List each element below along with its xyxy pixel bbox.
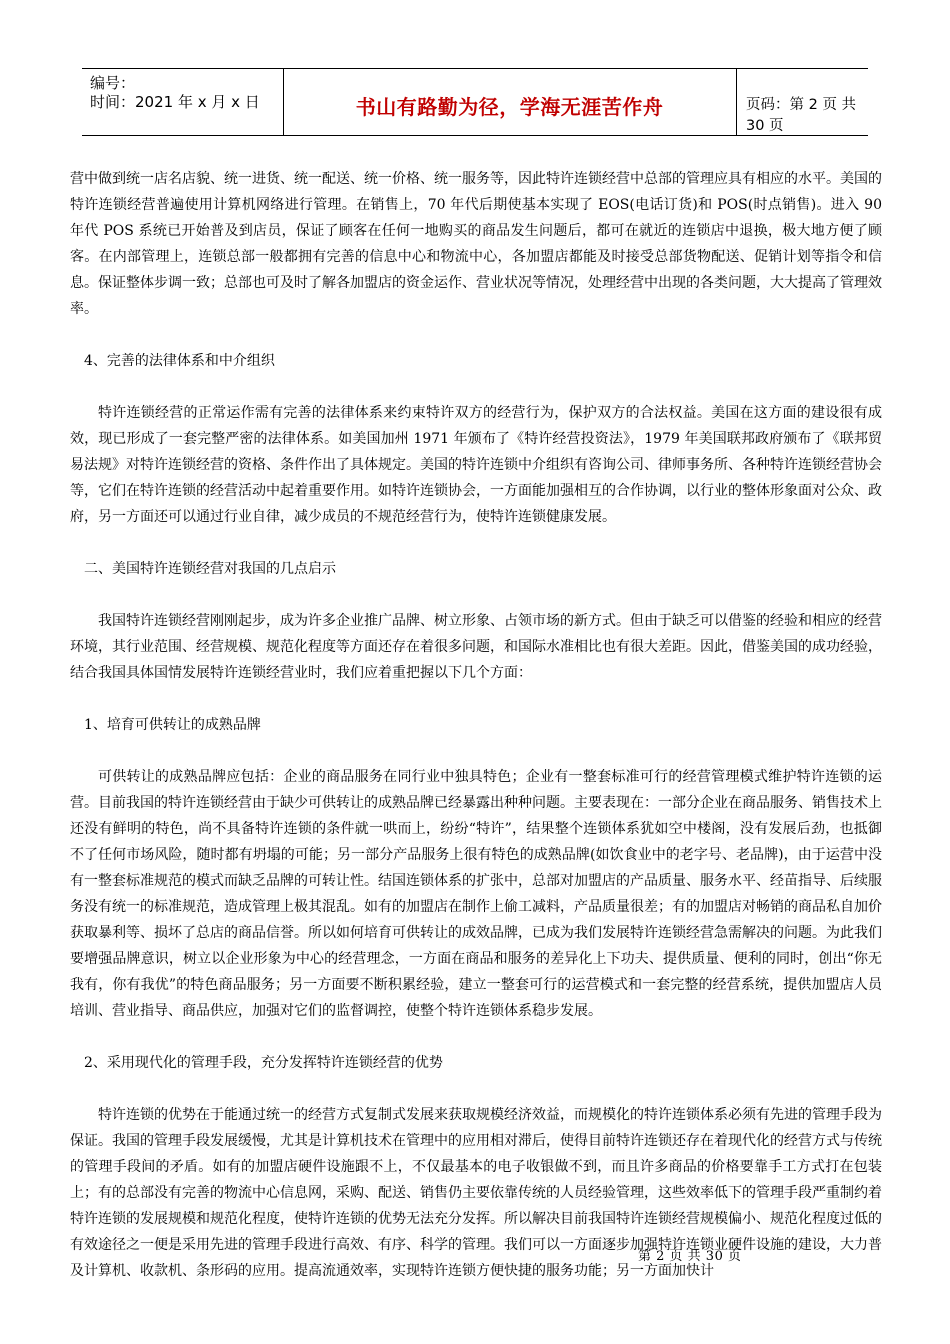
header-motto: 书山有路勤为径，学海无涯苦作舟: [355, 95, 664, 119]
document-body: [70, 166, 882, 1284]
header-page-cell: [736, 69, 868, 135]
page-footer-number: 第 2 页 共 30 页: [638, 1249, 742, 1264]
section-heading: 2、采用现代化的管理手段，充分发挥特许连锁经营的优势: [84, 1055, 443, 1071]
header-left-cell: [82, 69, 284, 135]
body-paragraph: 可供转让的成熟品牌应包括：企业的商品服务在同行业中独具特色；企业有一整套标准可行的经营管理模式维护特许连锁的运营。目前我国的特许连锁经营由于缺少可供转让的成熟品牌已经暴露出种种问题。主要表现在：一部分企业在商品服务、销售技术上还没有鲜明的特色，尚不具备特许连锁的条件就一哄而上，纷纷“特许”，结果整个连锁体系犹如空中楼阁，没有发展后劲，也抵御不了任何市场风险，随时都有坍塌的可能；另一部分产品服务上很有特色的成熟品牌(如饮食业中的老字号、老品牌)，由于运营中没有一整套标准规范的模式而缺乏品牌的可转让性。结国连锁体系的扩张中，总部对加盟店的产品质量、服务水平、经苗指导、后续服务没有统一的标准规范，造成管理上极其混乱。如有的加盟店在制作上偷工减料，产品质量很差；有的加盟店对畅销的商品私自加价获取暴利等、损坏了总店的商品信誉。所以如何培育可供转让的成效品牌，已成为我们发展特许连锁经营急需解决的问题。为此我们要增强品牌意识，树立以企业形象为中心的经营理念，一方面在商品和服务的差异化上下功夫、提供质量、便利的同时，创出“你无我有，你有我优”的特色商品服务；另一方面要不断积累经验，建立一整套可行的运营模式和一套完整的经营系统，提供加盟店人员培训、营业指导、商品供应，加强对它们的监督调控，使整个特许连锁体系稳步发展。: [70, 769, 882, 1019]
section-heading: 二、美国特许连锁经营对我国的几点启示: [84, 561, 336, 577]
document-date-label: 时间：2021 年 x 月 x 日: [90, 93, 260, 111]
header-motto-cell: [283, 69, 737, 135]
body-paragraph: 营中做到统一店名店貌、统一进货、统一配送、统一价格、统一服务等，因此特许连锁经营中总部的管理应具有相应的水平。美国的特许连锁经营普遍使用计算机网络进行管理。在销售上，70 年代后期使基本实现了 EOS(电话订货)和 POS(时点销售)。进入 90 年代 POS 系统已开始普及到店员，保证了顾客在任何一地购买的商品发生问题后，都可在就近的连锁店中退换，极大地方便了顾客。在内部管理上，连锁总部一般都拥有完善的信息中心和物流中心，各加盟店都能及时接受总部货物配送、促销计划等指令和信息。保证整体步调一致；总部也可及时了解各加盟店的资金运作、营业状况等情况，处理经营中出现的各类问题，大大提高了管理效率。: [70, 171, 882, 317]
section-heading: 4、完善的法律体系和中介组织: [84, 353, 275, 369]
body-paragraph: 特许连锁的优势在于能通过统一的经营方式复制式发展来获取规模经济效益，而规模化的特许连锁体系必须有先进的管理手段为保证。我国的管理手段发展缓慢，尤其是计算机技术在管理中的应用相对滞后，使得目前特许连锁还存在着现代化的经营方式与传统的管理手段间的矛盾。如有的加盟店硬件设施跟不上，不仅最基本的电子收银做不到，而且许多商品的价格要靠手工方式打在包装上；有的总部没有完善的物流中心信息网，采购、配送、销售仍主要依靠传统的人员经验管理，这些效率低下的管理手段严重制约着特许连锁的发展规模和规范化程度，使特许连锁的优势无法充分发挥。所以解决目前我国特许连锁经营规模偏小、规范化程度过低的有效途径之一便是采用先进的管理手段进行高效、有序、科学的管理。我们可以一方面逐步加强特许连锁业硬件设施的建设，大力普及计算机、收款机、条形码的应用。提高流通效率，实现特许连锁方便快捷的服务功能；另一方面加快计: [70, 1107, 882, 1279]
body-paragraph: 我国特许连锁经营刚刚起步，成为许多企业推广品牌、树立形象、占领市场的新方式。但由于缺乏可以借鉴的经验和相应的经营环境，其行业范围、经营规模、规范化程度等方面还存在着很多问题，和国际水准相比也有很大差距。因此，借鉴美国的成功经验，结合我国具体国情发展特许连锁经营业时，我们应着重把握以下几个方面：: [70, 613, 882, 681]
body-paragraph: 特许连锁经营的正常运作需有完善的法律体系来约束特许双方的经营行为，保护双方的合法权益。美国在这方面的建设很有成效，现已形成了一套完整严密的法律体系。如美国加州 1971 年颁布了《特许经营投资法》，1979 年美国联邦政府颁布了《联邦贸易法规》对特许连锁经营的资格、条件作出了具体规定。美国的特许连锁中介组织有咨询公司、律师事务所、各种特许连锁经营协会等，它们在特许连锁的经营活动中起着重要作用。如特许连锁协会，一方面能加强相互的合作协调，以行业的整体形象面对公众、政府，另一方面还可以通过行业自律，减少成员的不规范经营行为，使特许连锁健康发展。: [70, 405, 882, 525]
section-heading: 1、培育可供转让的成熟品牌: [84, 717, 261, 733]
document-number-label: 编号：: [90, 74, 136, 92]
header-page-number: 页码：第 2 页 共 30 页: [746, 97, 857, 134]
page-header: [82, 68, 868, 136]
